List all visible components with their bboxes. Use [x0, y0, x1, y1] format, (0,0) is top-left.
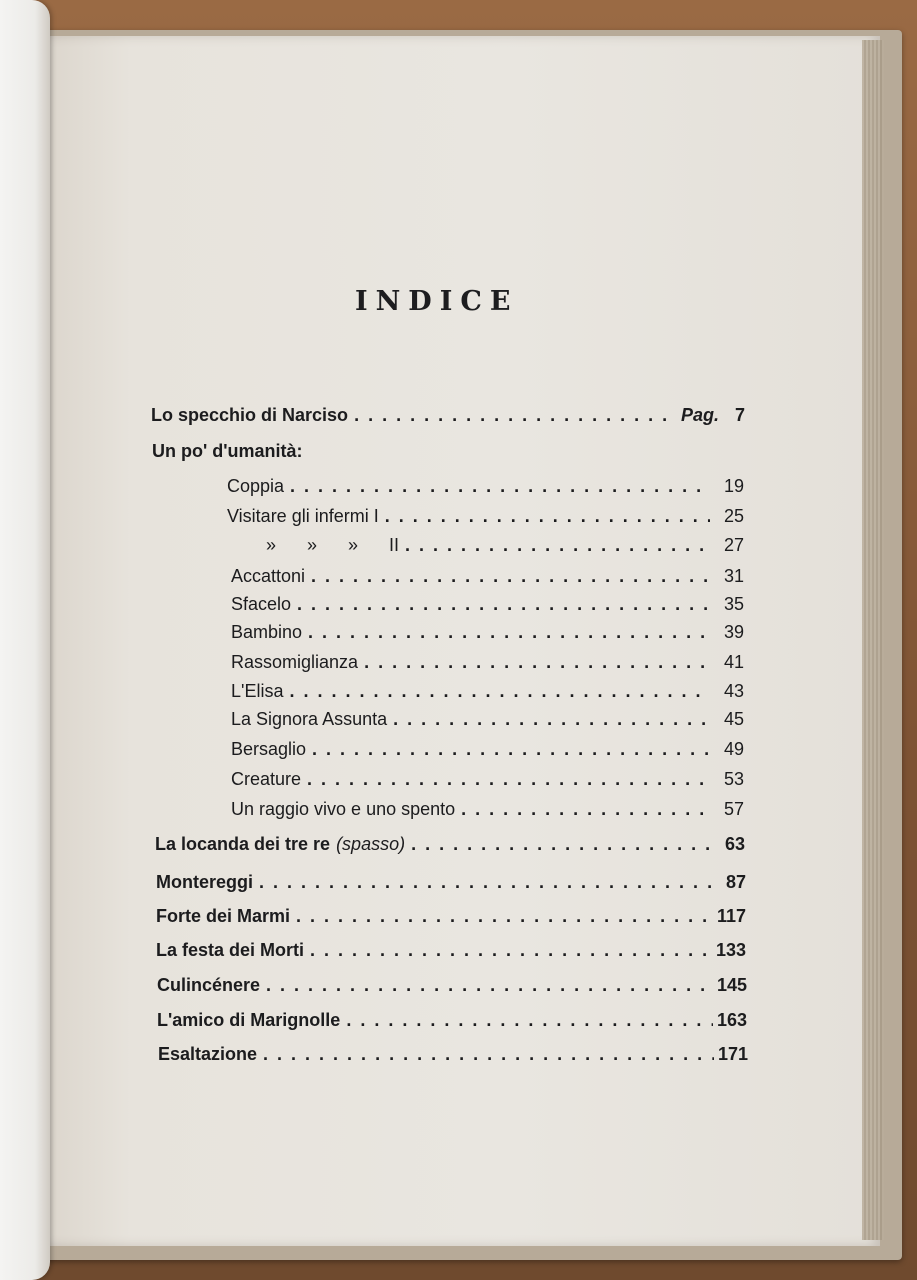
toc-entry	[266, 535, 744, 556]
toc-entry	[151, 405, 745, 426]
toc-entry-title: Lo specchio di Narciso	[151, 405, 349, 425]
toc-entry	[231, 652, 744, 673]
leader-dots	[399, 535, 710, 556]
toc-entry-title: Rassomiglianza	[231, 652, 359, 672]
leader-dots	[405, 834, 711, 855]
toc-entry-title: Accattoni	[231, 566, 306, 586]
toc-entry-page: 87	[725, 872, 746, 892]
toc-entry-page: 27	[723, 535, 744, 555]
toc-entry-title: Montereggi	[156, 872, 253, 892]
toc-entry-title: Un po' d'umanità:	[152, 441, 303, 461]
toc-entry-page: 171	[717, 1044, 748, 1064]
toc-entry	[227, 476, 744, 497]
toc-entry-title: Visitare gli infermi I	[227, 506, 379, 526]
toc-entry-page: 133	[715, 940, 746, 960]
leader-dots	[358, 652, 710, 673]
leader-dots	[284, 476, 710, 497]
toc-entry	[231, 709, 744, 730]
toc-entry-page: 57	[723, 799, 744, 819]
toc-entry	[231, 799, 744, 820]
toc-entry	[231, 622, 744, 643]
toc-entry	[156, 940, 746, 961]
toc-entry	[157, 975, 747, 996]
toc-entry-page: 45	[723, 709, 744, 729]
toc-entry	[231, 594, 744, 615]
leader-dots	[387, 709, 710, 730]
leader-dots	[257, 1044, 714, 1065]
toc-entry-page: 35	[723, 594, 744, 614]
toc-entry-title: L'Elisa	[231, 681, 284, 701]
toc-entry-page: 43	[723, 681, 744, 701]
toc-entry-page: 163	[716, 1010, 747, 1030]
toc-entry-title: Creature	[231, 769, 302, 789]
toc-entry	[158, 1044, 748, 1065]
toc-entry	[227, 506, 744, 527]
leader-dots	[455, 799, 710, 820]
leader-dots	[283, 681, 710, 702]
toc-entry	[157, 1010, 747, 1031]
toc-entry-title: L'amico di Marignolle	[157, 1010, 341, 1030]
toc-entry-title: La locanda dei tre re	[155, 834, 331, 854]
leader-dots	[301, 769, 710, 790]
toc-entry-title: Sfacelo	[231, 594, 292, 614]
toc-entry	[231, 566, 744, 587]
toc-entry-title: Forte dei Marmi	[156, 906, 291, 926]
toc-entry-page: 145	[716, 975, 747, 995]
toc-entry-page: 25	[723, 506, 744, 526]
leader-dots	[306, 739, 710, 760]
leader-dots	[379, 506, 710, 527]
toc-entry-page: 41	[723, 652, 744, 672]
toc-entry	[231, 769, 744, 790]
index-title: INDICE	[355, 286, 519, 317]
toc-entry-title: Culincénere	[157, 975, 261, 995]
toc-entry	[156, 872, 746, 893]
leader-dots	[304, 940, 712, 961]
leader-dots	[302, 622, 710, 643]
leader-dots	[305, 566, 710, 587]
toc-entry-title: Coppia	[227, 476, 285, 496]
toc-entry	[231, 739, 744, 760]
toc-entry-title: La festa dei Morti	[156, 940, 305, 960]
toc-entry-title: Esaltazione	[158, 1044, 258, 1064]
leader-dots	[253, 872, 712, 893]
toc-entry-page: 53	[723, 769, 744, 789]
toc-entry-page: 31	[723, 566, 744, 586]
page-label: Pag.	[681, 405, 720, 425]
leader-dots	[340, 1010, 713, 1031]
toc-entry	[156, 906, 746, 927]
leader-dots	[260, 975, 713, 996]
toc-entry-title: La Signora Assunta	[231, 709, 388, 729]
toc-entry	[231, 681, 744, 702]
toc-entry-page: 7	[734, 405, 745, 425]
toc-entry-title: » » » II	[266, 535, 400, 555]
toc-entry-title: Bersaglio	[231, 739, 307, 759]
toc-entry-page: 39	[723, 622, 744, 642]
leader-dots	[348, 405, 677, 426]
toc-entry-page: 63	[724, 834, 745, 854]
toc-entry-page: 117	[716, 906, 746, 926]
toc-entry-page: 19	[723, 476, 744, 496]
toc-section-heading	[152, 441, 303, 462]
leader-dots	[290, 906, 712, 927]
leader-dots	[291, 594, 710, 615]
toc-entry	[155, 834, 745, 855]
toc-entry-page: 49	[723, 739, 744, 759]
toc-entry-note: (spasso)	[336, 834, 406, 854]
toc-entry-title: Bambino	[231, 622, 303, 642]
toc-entry-title: Un raggio vivo e uno spento	[231, 799, 456, 819]
